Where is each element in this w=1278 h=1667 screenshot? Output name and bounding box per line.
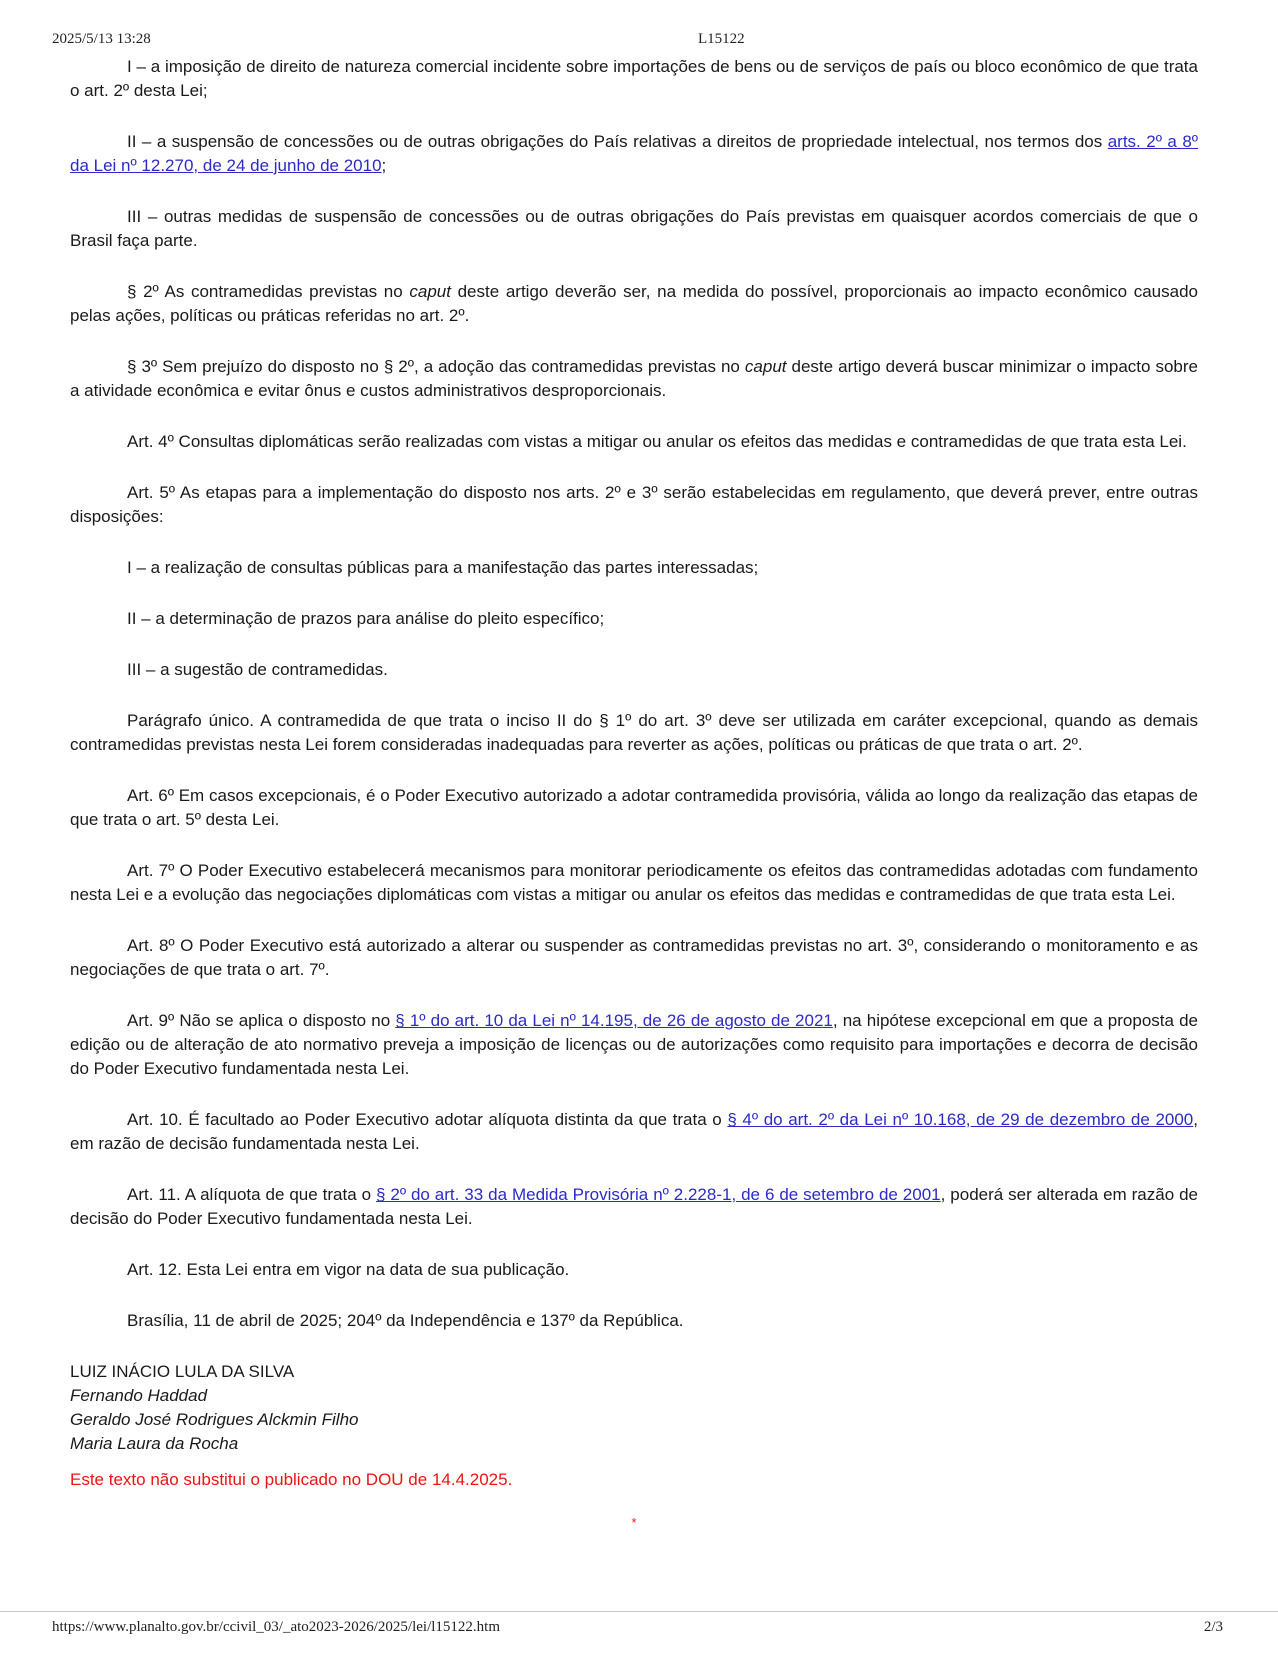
text-run: Art. 11. A alíquota de que trata o (127, 1185, 376, 1204)
text-run: II – a determinação de prazos para análise do pleito específico; (127, 609, 605, 628)
text-run: II – a suspensão de concessões ou de outras obrigações do País relativas a direitos de propriedade intelectual, nos termos dos (127, 132, 1108, 151)
text-run: III – a sugestão de contramedidas. (127, 660, 388, 679)
paragraph (70, 481, 1198, 529)
text-run: deste artigo deverá buscar minimizar o impacto sobre a atividade econômica e evitar ônus e custos administrativos desproporcionais. (70, 357, 1198, 400)
paragraph (70, 859, 1198, 907)
paragraph (70, 55, 1198, 103)
text-run: Art. 8º O Poder Executivo está autorizado a alterar ou suspender as contramedidas previstas no art. 3º, considerando o monitoramento e as negociações de que trata o art. 7º. (70, 936, 1198, 979)
signature-line: LUIZ INÁCIO LULA DA SILVA (70, 1362, 295, 1381)
text-run: ; (381, 156, 387, 175)
text-run: § 3º Sem prejuízo do disposto no § 2º, a adoção das contramedidas previstas no (127, 357, 745, 376)
text-run: Art. 9º Não se aplica o disposto no (127, 1011, 396, 1030)
paragraph (70, 658, 1198, 682)
law-text-content (70, 55, 1198, 1535)
text-run: I – a imposição de direito de natureza comercial incidente sobre importações de bens ou de serviços de país ou bloco econômico de que trata o art. 2º desta Lei; (70, 57, 1198, 100)
law-link[interactable]: arts. 2º a 8º da Lei nº 12.270, de 24 de junho de 2010 (70, 132, 1198, 175)
print-timestamp: 2025/5/13 13:28 (52, 31, 151, 47)
text-run: Art. 7º O Poder Executivo estabelecerá mecanismos para monitorar periodicamente os efeitos das contramedidas adotadas com fundamento nesta Lei e a evolução das negociações diplomáticas com vistas a mitigar ou anular os efeitos das medidas e contramedidas de que trata esta Lei. (70, 861, 1198, 904)
paragraph (70, 709, 1198, 757)
print-header (52, 31, 1226, 51)
paragraph (70, 1183, 1198, 1231)
paragraph (70, 1309, 1198, 1333)
italic-term: caput (744, 357, 787, 376)
document-body (70, 55, 1198, 1333)
italic-term: caput (409, 282, 451, 301)
signature-line: Fernando Haddad (70, 1386, 208, 1405)
text-run: Art. 12. Esta Lei entra em vigor na data de sua publicação. (127, 1260, 570, 1279)
law-link[interactable]: § 2º do art. 33 da Medida Provisória nº 2.228-1, de 6 de setembro de 2001 (375, 1185, 941, 1204)
text-run: deste artigo deverão ser, na medida do possível, proporcionais ao impacto econômico causado pelas ações, políticas ou práticas referidas no art. 2º. (70, 282, 1198, 325)
paragraph (70, 430, 1198, 454)
text-run: , na hipótese excepcional em que a proposta de edição ou de alteração de ato normativo preveja a imposição de licenças ou de autorizações como requisito para importações e decorra de decisão do Poder Executivo fundamentada nesta Lei. (70, 1011, 1198, 1078)
law-link[interactable]: § 1º do art. 10 da Lei nº 14.195, de 26 de agosto de 2021 (395, 1011, 833, 1030)
text-run: Art. 4º Consultas diplomáticas serão realizadas com vistas a mitigar ou anular os efeitos das medidas e contramedidas de que trata esta Lei. (127, 432, 1187, 451)
text-run: Art. 5º As etapas para a implementação do disposto nos arts. 2º e 3º serão estabelecidas em regulamento, que deverá prever, entre outras disposições: (70, 483, 1198, 526)
signature-block (70, 1360, 1198, 1456)
signature-line: Geraldo José Rodrigues Alckmin Filho (70, 1410, 359, 1429)
law-link[interactable]: § 4º do art. 2º da Lei nº 10.168, de 29 de dezembro de 2000 (727, 1110, 1194, 1129)
paragraph (70, 1258, 1198, 1282)
footnote-asterisk-link[interactable]: * (631, 1515, 637, 1530)
text-run: Art. 6º Em casos excepcionais, é o Poder Executivo autorizado a adotar contramedida provisória, válida ao longo da realização das etapas de que trata o art. 5º desta Lei. (70, 786, 1198, 829)
paragraph (70, 556, 1198, 580)
text-run: Art. 10. É facultado ao Poder Executivo adotar alíquota distinta da que trata o (127, 1110, 728, 1129)
paragraph (70, 934, 1198, 982)
paragraph (70, 205, 1198, 253)
print-footer (0, 1611, 1278, 1636)
paragraph (70, 607, 1198, 631)
text-run: Brasília, 11 de abril de 2025; 204º da Independência e 137º da República. (127, 1311, 684, 1330)
text-run: Parágrafo único. A contramedida de que trata o inciso II do § 1º do art. 3º deve ser utilizada em caráter excepcional, quando as demais contramedidas previstas nesta Lei forem consideradas inadequadas para reverter as ações, políticas ou práticas de que trata o art. 2º. (70, 711, 1198, 754)
dou-note: Este texto não substitui o publicado no DOU de 14.4.2025. (70, 1470, 513, 1489)
paragraph (70, 784, 1198, 832)
text-run: , poderá ser alterada em razão de decisão do Poder Executivo fundamentada nesta Lei. (70, 1185, 1198, 1228)
text-run: III – outras medidas de suspensão de concessões ou de outras obrigações do País previstas em quaisquer acordos comerciais de que o Brasil faça parte. (70, 207, 1198, 250)
text-run: , em razão de decisão fundamentada nesta Lei. (70, 1110, 1198, 1153)
paragraph (70, 355, 1198, 403)
paragraph (70, 1009, 1198, 1081)
paragraph (70, 130, 1198, 178)
text-run: I – a realização de consultas públicas para a manifestação das partes interessadas; (127, 558, 759, 577)
document-code: L15122 (698, 31, 745, 47)
paragraph (70, 280, 1198, 328)
text-run: § 2º As contramedidas previstas no (127, 282, 410, 301)
signature-line: Maria Laura da Rocha (70, 1434, 239, 1453)
page-indicator: 2/3 (1203, 1619, 1223, 1635)
paragraph (70, 1108, 1198, 1156)
footer-url: https://www.planalto.gov.br/ccivil_03/_ato2023-2026/2025/lei/l15122.htm (52, 1619, 501, 1635)
